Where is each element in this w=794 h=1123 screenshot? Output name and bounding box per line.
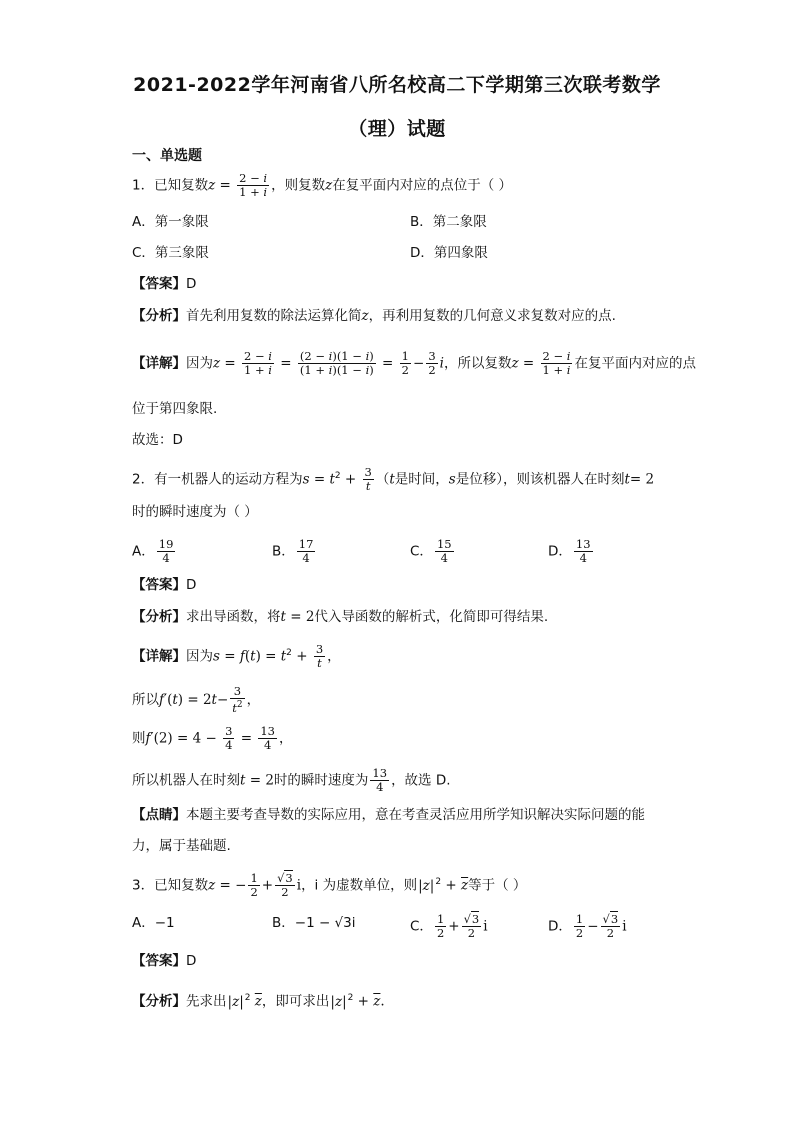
q2-analysis: 【分析】求出导函数，将t = 2代入导函数的解析式，化简即可得结果. (132, 609, 549, 625)
q2-comment: 【点睛】本题主要考查导数的实际应用，意在考查灵活应用所学知识解决实际问题的能 (132, 807, 645, 823)
q1-stem: 1．已知复数 (132, 177, 209, 194)
q2-stem-cont: 时的瞬时速度为（ ） (132, 504, 258, 520)
q2-answer: 【答案】D (132, 577, 197, 593)
q2-derivative: 所以f′(t) = 2t− $\frac{3}{t^2}$ ， (132, 684, 261, 715)
q2-detail: 【详解】因为$s = f(t) = t^2$ + $\frac{3}{t}$ ， (132, 642, 341, 670)
q3-answer: 【答案】D (132, 953, 197, 969)
q3-analysis: 【分析】先求出$|z|^2$ $\overline{z}$，即可求出$|z|^2 + \overline{z}$. (132, 993, 385, 1010)
q1-option-a: A．第一象限 (132, 214, 209, 230)
q2-evaluate: 则f′(2) = 4 − $\frac{3}{4}$ = $\frac{13}{4}$ ， (132, 724, 293, 752)
page-title: 2021-2022学年河南省八所名校高二下学期第三次联考数学 (133, 74, 661, 96)
q1-choose: 故选：D (132, 432, 183, 448)
q2-option-b: B． $\frac{17}{4}$ (272, 537, 314, 565)
q1-option-d: D．第四象限 (410, 245, 488, 261)
q1-detail-cont: 位于第四象限. (132, 401, 218, 417)
page-subtitle: （理）试题 (348, 118, 446, 140)
q1-option-b: B．第二象限 (410, 214, 487, 230)
question-3: 3．已知复数z = − $\frac{1}{2}$ + $\frac{√3}{2}$ i，i 为虚数单位，则$|z|^2 + \overline{z}$等于（ ） (132, 871, 527, 899)
q2-option-d: D． $\frac{13}{4}$ (548, 537, 591, 565)
q1-analysis: 【分析】首先利用复数的除法运算化简z，再利用复数的几何意义求复数对应的点. (132, 308, 616, 324)
q3-option-b: B．−1 − √3i (272, 915, 356, 931)
q1-fraction: $\frac{2 - i}{1 + i}$ (239, 171, 268, 199)
section-heading: 一、单选题 (132, 148, 202, 164)
q1-detail: 【详解】因为z = $\frac{2 - i}{1 + i}$ = $\frac{(2 - i)(1 - i)}{(1 + i)(1 - i)}$ = $\frac{1}{2}$ − $\frac{3}{2}$ i，所以复数z = $\frac{2 - i}{1 + i}$ 在复平面内对应的点 (132, 349, 696, 377)
q3-option-a: A．−1 (132, 915, 175, 931)
q3-option-d: D． $\frac{1}{2}$ − $\frac{√3}{2}$ i (548, 912, 627, 940)
q3-option-c: C． $\frac{1}{2}$ + $\frac{√3}{2}$ i (410, 912, 488, 940)
q2-comment-cont: 力，属于基础题. (132, 838, 231, 854)
question-2: 2．有一机器人的运动方程为$s = t^2$ + $\frac{3}{t}$ （t是时间，s是位移），则该机器人在时刻t= 2 (132, 465, 655, 493)
q1-option-c: C．第三象限 (132, 245, 209, 261)
question-1: 1．已知复数z = $\frac{2 - i}{1 + i}$ ，则复数z在复平面内对应的点位于（ ） (132, 171, 512, 199)
q2-option-c: C． $\frac{15}{4}$ (410, 537, 452, 565)
q1-answer: 【答案】D (132, 276, 197, 292)
q2-conclusion: 所以机器人在时刻t = 2时的瞬时速度为 $\frac{13}{4}$ ，故选 D. (132, 766, 451, 794)
q2-option-a: A． $\frac{19}{4}$ (132, 537, 174, 565)
